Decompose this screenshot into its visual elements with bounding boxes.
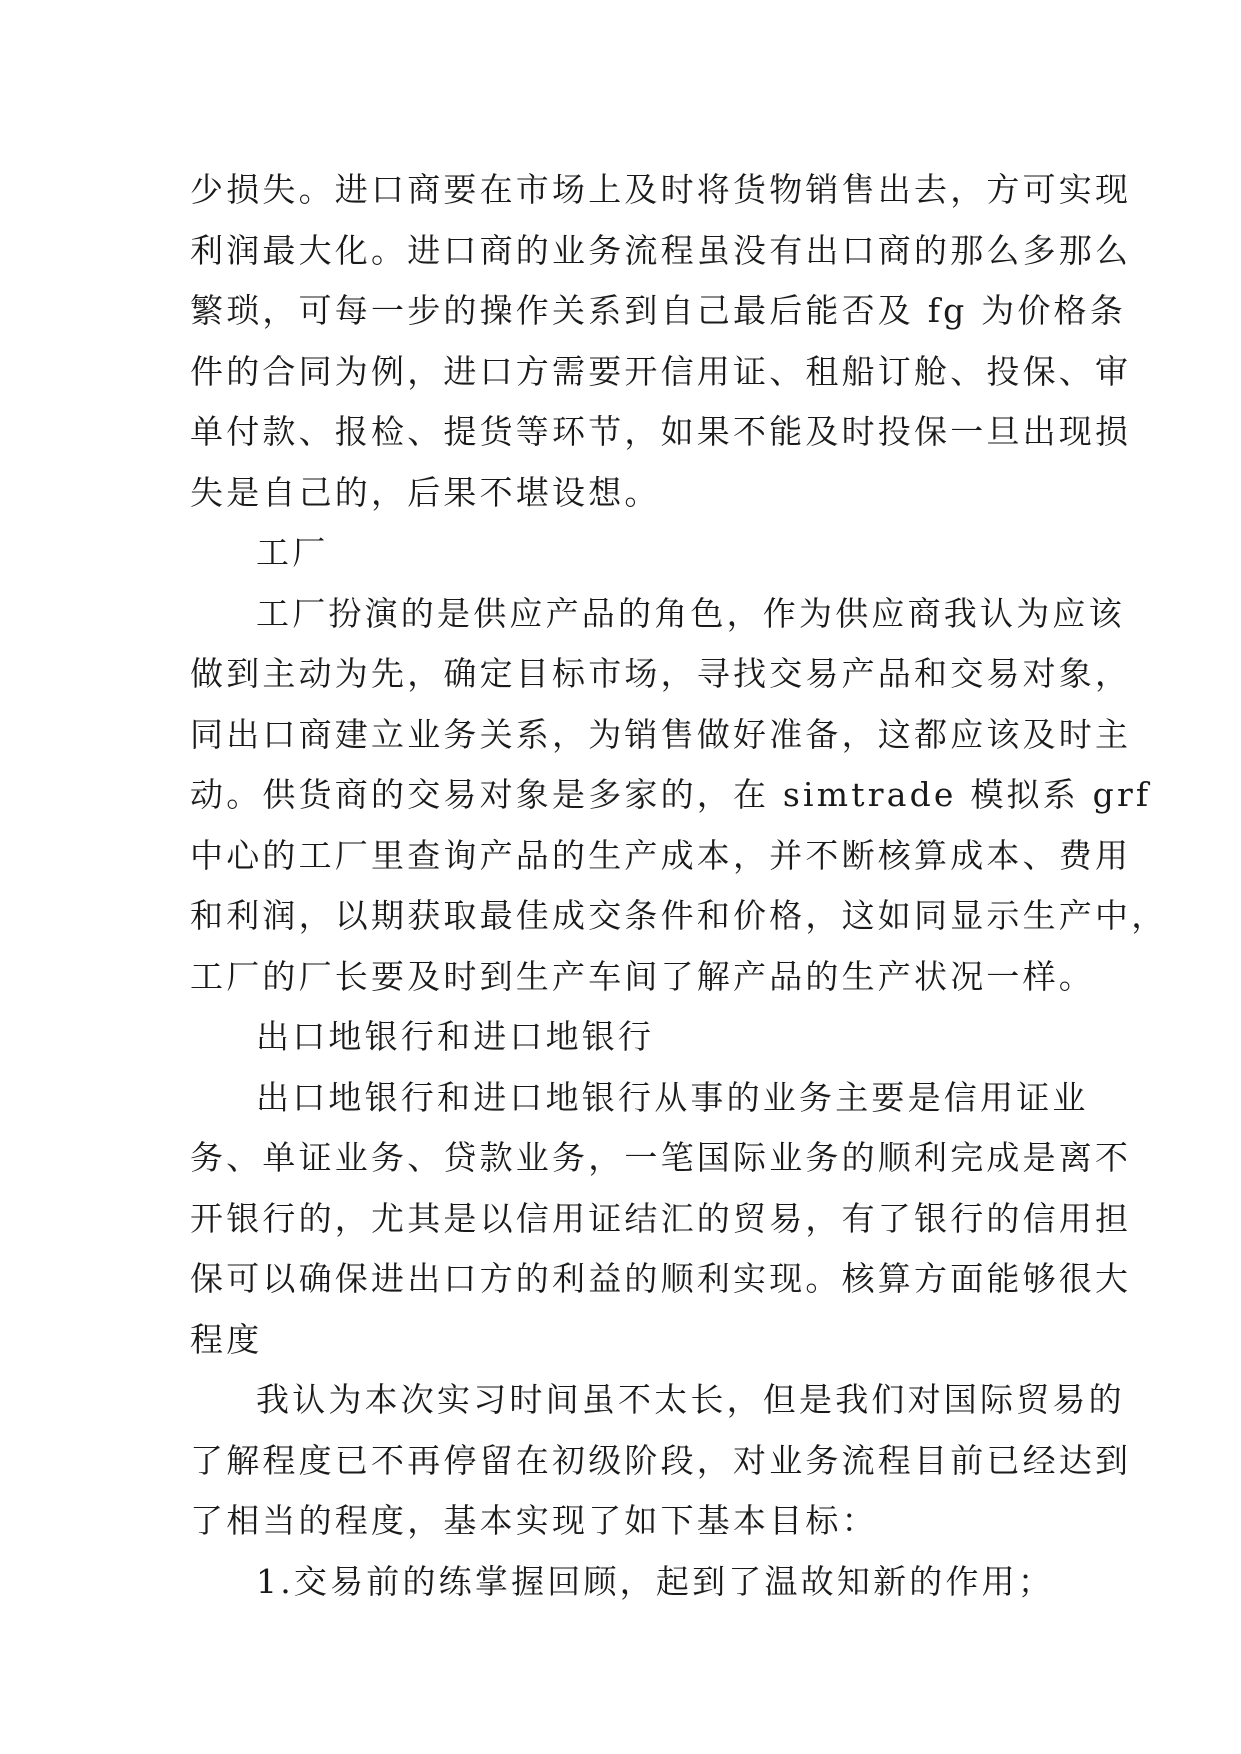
list-item: 1.交易前的练掌握回顾，起到了温故知新的作用； xyxy=(256,1561,1055,1601)
text-line: 少损失。进口商要在市场上及时将货物销售出去，方可实现 xyxy=(190,170,1132,209)
body-text xyxy=(190,160,1168,1612)
text-line: 同出口商建立业务关系，为销售做好准备，这都应该及时主 xyxy=(190,714,1132,754)
text-line: 繁琐，可每一步的操作关系到自己最后能否及 fg 为价格条 xyxy=(190,291,1126,330)
text-line: 和利润，以期获取最佳成交条件和价格，这如同显示生产中， xyxy=(190,896,1168,935)
text-line: 了解程度已不再停留在初级阶段，对业务流程目前已经达到 xyxy=(190,1440,1132,1480)
text-line: 开银行的，尤其是以信用证结汇的贸易，有了银行的信用担 xyxy=(190,1198,1132,1238)
text-line: 动。供货商的交易对象是多家的，在 simtrade 模拟系 grf xyxy=(190,775,1152,814)
text-line: 保可以确保进出口方的利益的顺利实现。核算方面能够很大 xyxy=(190,1259,1132,1298)
paragraph-first-line: 我认为本次实习时间虽不太长，但是我们对国际贸易的 xyxy=(256,1380,1125,1419)
text-line: 工厂的厂长要及时到生产车间了解产品的生产状况一样。 xyxy=(190,956,1095,996)
text-line: 中心的工厂里查询产品的生产成本，并不断核算成本、费用 xyxy=(190,835,1132,875)
text-line: 务、单证业务、贷款业务，一笔国际业务的顺利完成是离不 xyxy=(190,1138,1132,1177)
text-line: 件的合同为例，进口方需要开信用证、租船订舱、投保、审 xyxy=(190,351,1132,391)
text-line: 了相当的程度，基本实现了如下基本目标： xyxy=(190,1501,878,1540)
text-line: 做到主动为先，确定目标市场，寻找交易产品和交易对象， xyxy=(190,654,1132,693)
text-line: 程度 xyxy=(190,1319,263,1359)
text-line: 单付款、报检、提货等环节，如果不能及时投保一旦出现损 xyxy=(190,412,1132,451)
text-line: 利润最大化。进口商的业务流程虽没有出口商的那么多那么 xyxy=(190,230,1132,270)
paragraph-first-line: 出口地银行和进口地银行从事的业务主要是信用证业 xyxy=(256,1077,1089,1117)
text-line: 失是自己的，后果不堪设想。 xyxy=(190,472,661,512)
section-heading: 出口地银行和进口地银行 xyxy=(256,1017,655,1056)
paragraph-first-line: 工厂扮演的是供应产品的角色，作为供应商我认为应该 xyxy=(256,593,1125,633)
section-heading: 工厂 xyxy=(256,533,329,572)
